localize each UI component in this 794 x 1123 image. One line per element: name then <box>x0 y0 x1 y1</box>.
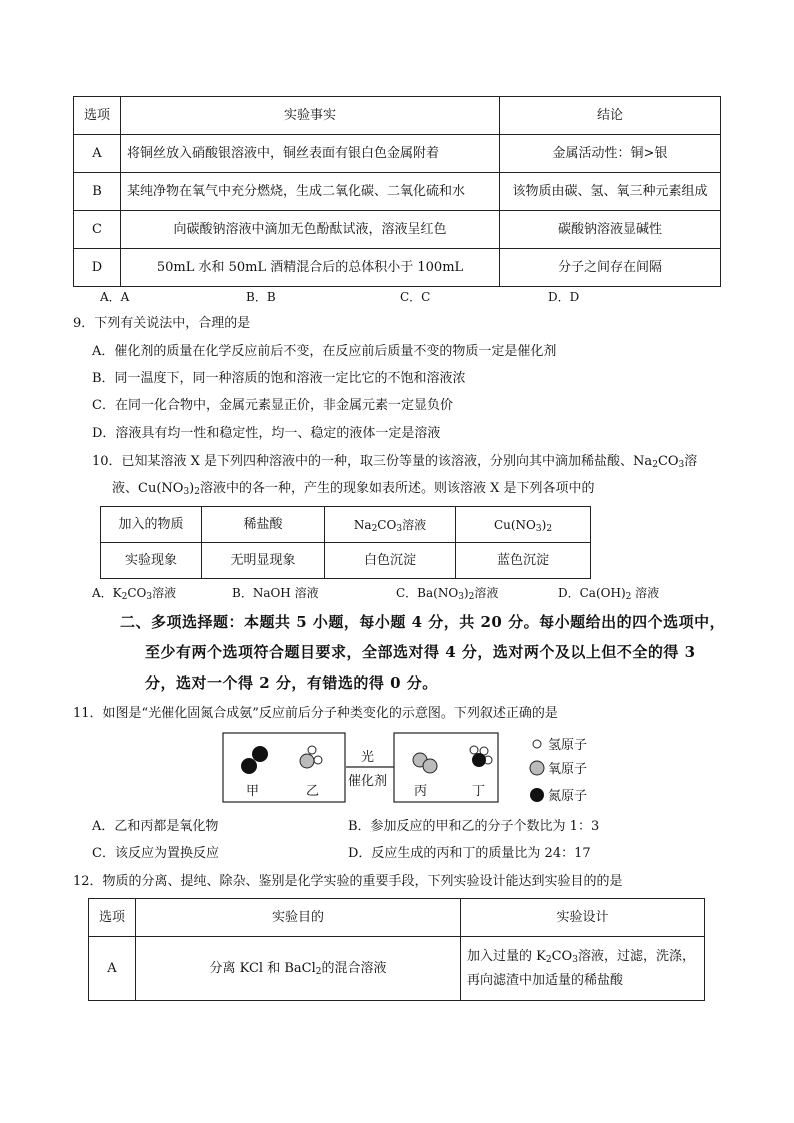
arrow-label-light: 光 <box>361 750 375 765</box>
arrow-label-catalyst: 催化剂 <box>348 774 388 789</box>
table-cell: 某纯净物在氧气中充分燃烧，生成二氧化碳、二氧化硫和水 <box>121 173 500 211</box>
oxygen-atom <box>300 754 314 768</box>
q11-stem: 11．如图是“光催化固氮合成氨”反应前后分子种类变化的示意图。下列叙述正确的是 <box>73 706 558 721</box>
legend-hydrogen: 氢原子 <box>548 738 588 753</box>
hydrogen-atom <box>470 746 478 754</box>
section2-line2: 至少有两个选项符合题目要求，全部选对得 4 分，选对两个及以上但不全的得 3 <box>145 643 696 661</box>
hydrogen-atom <box>308 746 316 754</box>
table-cell: C <box>74 211 121 249</box>
q12-stem: 12．物质的分离、提纯、除杂、鉴别是化学实验的重要手段，下列实验设计能达到实验目的的是 <box>73 874 623 889</box>
q10-option-a: A．$K_2CO_3$溶液 <box>92 586 177 602</box>
table-row <box>74 211 721 249</box>
table-cell: 分离 KCl 和 BaCl$_2$的混合溶液 <box>136 937 461 1001</box>
nitrogen-atom <box>472 753 486 767</box>
q8-table <box>73 96 721 287</box>
legend-oxygen: 氧原子 <box>548 762 588 777</box>
table-header: 实验目的 <box>136 899 461 937</box>
table-cell: A <box>74 135 121 173</box>
q11-diagram <box>222 732 622 810</box>
q11-option-c: C．该反应为置换反应 <box>92 846 219 861</box>
table-header: 选项 <box>89 899 136 937</box>
q9-stem: 9．下列有关说法中，合理的是 <box>73 316 251 331</box>
q10-stem-line1: 10．已知某溶液 X 是下列四种溶液中的一种，取三份等量的该溶液，分别向其中滴加稀盐酸、$Na_2CO_3$溶 <box>92 454 698 470</box>
label-ding: 丁 <box>472 784 486 799</box>
table-row <box>74 135 721 173</box>
table-cell: 加入过量的 $K_2CO_3$溶液，过滤，洗涤， 再向滤渣中加适量的稀盐酸 <box>461 937 705 1001</box>
table-header: 选项 <box>74 97 121 135</box>
table-cell: 加入的物质 <box>101 507 202 543</box>
label-jia: 甲 <box>246 784 260 799</box>
table-header: 实验设计 <box>461 899 705 937</box>
q9-option-d: D．溶液具有均一性和稳定性，均一、稳定的液体一定是溶液 <box>92 426 441 441</box>
table-cell: 该物质由碳、氢、氧三种元素组成 <box>500 173 721 211</box>
table-cell: 向碳酸钠溶液中滴加无色酚酞试液，溶液呈红色 <box>121 211 500 249</box>
table-cell: 实验现象 <box>101 543 202 579</box>
table-cell: 无明显现象 <box>202 543 325 579</box>
q12-table <box>88 898 705 1001</box>
q9-option-a: A．催化剂的质量在化学反应前后不变，在反应前后质量不变的物质一定是催化剂 <box>92 344 557 359</box>
legend-oxygen-icon <box>530 761 544 775</box>
q8-option-d: D．D <box>548 290 580 304</box>
table-row <box>74 173 721 211</box>
q10-stem-line2: 液、$Cu(NO_3)_2$溶液中的各一种，产生的现象如表所述。则该溶液 X 是下列各项中的 <box>112 481 595 497</box>
q11-option-b: B．参加反应的甲和乙的分子个数比为 1：3 <box>348 819 600 834</box>
oxygen-atom <box>423 759 437 773</box>
label-bing: 丙 <box>414 784 428 799</box>
table-cell: $Cu(NO_3)_2$ <box>456 507 591 543</box>
table-cell: A <box>89 937 136 1001</box>
nitrogen-atom <box>241 758 257 774</box>
q9-option-c: C．在同一化合物中，金属元素显正价，非金属元素一定显负价 <box>92 398 453 413</box>
table-cell: 蓝色沉淀 <box>456 543 591 579</box>
q8-option-b: B．B <box>246 290 276 304</box>
table-cell: 将铜丝放入硝酸银溶液中，铜丝表面有银白色金属附着 <box>121 135 500 173</box>
q8-option-c: C．C <box>400 290 431 304</box>
table-row <box>74 249 721 287</box>
table-cell: $Na_2CO_3$溶液 <box>325 507 456 543</box>
legend-hydrogen-icon <box>533 740 541 748</box>
q9-option-b: B．同一温度下，同一种溶质的饱和溶液一定比它的不饱和溶液浓 <box>92 371 466 386</box>
legend-nitrogen-icon <box>530 788 544 802</box>
hydrogen-atom <box>314 756 322 764</box>
q8-option-a: A．A <box>100 290 130 304</box>
table-cell: 金属活动性：铜>银 <box>500 135 721 173</box>
section2-line3: 分，选对一个得 2 分，有错选的得 0 分。 <box>145 674 438 692</box>
table-cell: D <box>74 249 121 287</box>
q11-option-a: A．乙和丙都是氧化物 <box>92 819 219 834</box>
q11-option-d: D．反应生成的丙和丁的质量比为 24：17 <box>348 846 591 861</box>
table-cell: 50mL 水和 50mL 酒精混合后的总体积小于 100mL <box>121 249 500 287</box>
table-cell: 碳酸钠溶液显碱性 <box>500 211 721 249</box>
label-yi: 乙 <box>306 784 320 799</box>
table-cell: 白色沉淀 <box>325 543 456 579</box>
q10-option-b: B．NaOH 溶液 <box>232 586 319 600</box>
section2-line1: 二、多项选择题：本题共 5 小题，每小题 4 分，共 20 分。每小题给出的四个选项中， <box>120 613 726 631</box>
q10-table <box>100 506 591 579</box>
table-header: 结论 <box>500 97 721 135</box>
q10-option-c: C．$Ba(NO_3)_2$溶液 <box>396 586 499 602</box>
q10-option-d: D．$Ca(OH)_2$ 溶液 <box>558 586 660 602</box>
table-row <box>89 937 705 1001</box>
table-header: 实验事实 <box>121 97 500 135</box>
legend-nitrogen: 氮原子 <box>548 789 588 804</box>
table-cell: 稀盐酸 <box>202 507 325 543</box>
table-cell: B <box>74 173 121 211</box>
nitrogen-atom <box>252 746 268 762</box>
table-cell: 分子之间存在间隔 <box>500 249 721 287</box>
